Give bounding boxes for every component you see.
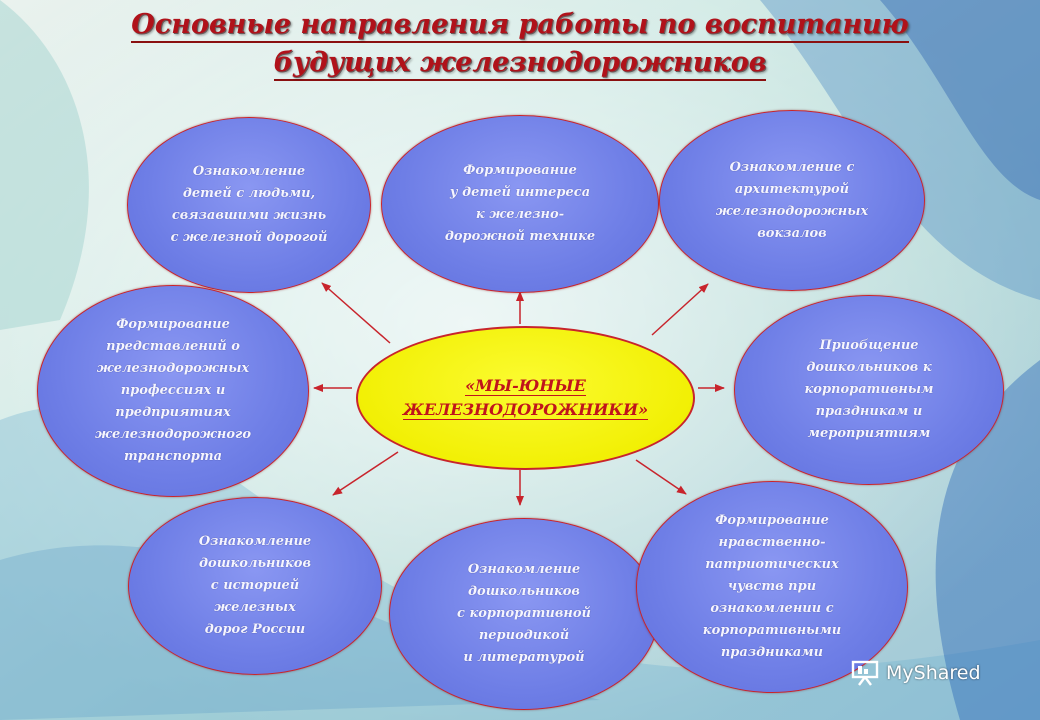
node-label: Ознакомление дошкольников с корпоративной периодикой и литературой	[457, 562, 591, 665]
node-label: Формирование нравственно- патриотических чувств при ознакомлении с корпоративными праздниками	[702, 513, 842, 660]
title-line-2: будущих железнодорожников	[274, 46, 767, 81]
node-label: Формирование у детей интереса к железно- дорожной технике	[444, 163, 596, 244]
center-label: «МЫ-ЮНЫЕ ЖЕЛЕЗНОДОРОЖНИКИ»	[402, 376, 649, 419]
page-title	[0, 6, 1040, 82]
watermark	[850, 659, 981, 687]
arrow-to-bottom-right	[636, 460, 686, 494]
arrow-to-top-right	[652, 284, 708, 335]
node-railway-history	[128, 497, 382, 675]
center-node	[356, 326, 695, 470]
arrow-to-top-left	[322, 283, 390, 343]
node-corporate-periodicals	[389, 518, 659, 710]
title-line-1: Основные направления работы по воспитанию	[131, 8, 908, 43]
presentation-icon	[850, 659, 880, 687]
node-professions	[37, 285, 309, 497]
node-corporate-holidays	[734, 295, 1004, 485]
node-label: Формирование представлений о железнодорожных профессиях и предприятиях железнодорожного транспорта	[94, 317, 252, 464]
node-label: Ознакомление с архитектурой железнодорожных вокзалов	[715, 159, 869, 241]
node-label: Приобщение дошкольников к корпоративным праздникам и мероприятиям	[804, 338, 934, 441]
node-label: Ознакомление дошкольников с историей железных дорог России	[198, 534, 312, 637]
node-interest-technique	[381, 115, 659, 293]
watermark-text: MyShared	[886, 662, 981, 684]
node-people-railway	[127, 117, 371, 293]
node-label: Ознакомление детей с людьми, связавшими жизнь с железной дорогой	[170, 164, 328, 245]
node-station-architecture	[659, 110, 925, 291]
arrow-to-bottom-left	[333, 452, 398, 495]
